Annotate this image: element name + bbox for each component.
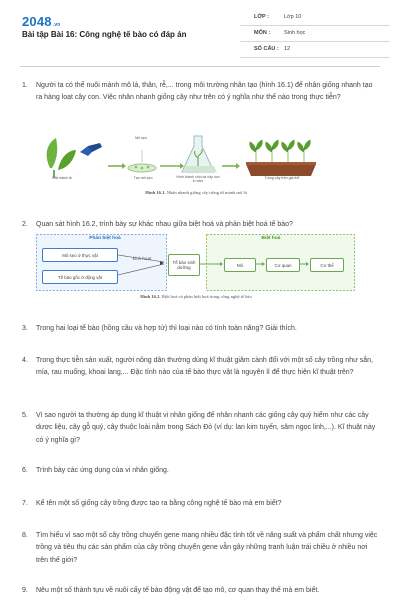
meta-key: MÔN : (254, 30, 271, 36)
meta-value: Lớp 10 (284, 14, 302, 20)
logo-domain: .vn (52, 22, 61, 28)
somatic-cell-box: Tế bào sinh dưỡng (168, 254, 200, 276)
question-text: Trong thực tiễn sản xuất, người nông dân thường dùng kĩ thuật giâm cành đối với một số cây trồng như sắn, mía, rau muống, khoai lang,... Đặc tính nào của tế bào thực vật là nguyên lí để thực hiện kĩ thuật trên? (36, 357, 373, 377)
figure-16-1 (36, 128, 356, 200)
question-text: Kể tên một số giống cây trồng được tạo ra bằng công nghệ tế bào mà em biết? (36, 500, 282, 507)
question-number: 6. (22, 467, 28, 474)
question-text: Vì sao người ta thường áp dụng kĩ thuật vi nhân giống để nhân nhanh các giống cây quý hiếm như các cây dược liệu, cây gỗ quý, cây thuộc loài nằm trong Sách Đỏ (ví dụ: lan kim tuyến, sâm ngọc linh,...). Kĩ thuật này có ý nghĩa gì? (36, 412, 376, 444)
caption-text: Nhân nhanh giống cây trồng từ mảnh mô lá (166, 190, 247, 195)
arrow-icon (222, 163, 240, 169)
figure-label: Cắt mảnh lá (52, 176, 72, 180)
question-number: 1. (22, 82, 28, 89)
dedifferentiation-title: Phản biệt hoá (89, 236, 121, 241)
stem-cell-box: Tế bào gốc ở động vật (42, 270, 118, 284)
caption-number: Hình 16.1. (145, 190, 166, 195)
differentiation-title: Biệt hoá (261, 236, 281, 241)
figure-label: Hình thành chồi và cây con in vitro (176, 175, 220, 183)
question-text: Nêu một số thành tựu về nuôi cấy tế bào động vật để tạo mô, cơ quan thay thế mà em biết. (36, 587, 320, 594)
meta-row-subject (240, 26, 390, 42)
question-7 (22, 498, 380, 510)
meta-key: LỚP : (254, 14, 269, 20)
flask-icon (182, 136, 217, 172)
question-number: 3. (22, 325, 28, 332)
page-title: Bài tập Bài 16: Công nghệ tế bào có đáp án (22, 30, 187, 39)
figure-caption (96, 190, 296, 195)
question-number: 8. (22, 532, 28, 539)
question-number: 4. (22, 357, 28, 364)
meta-row-class (240, 10, 390, 26)
figure-label: Mô sẹo (135, 136, 147, 140)
organism-box: Cơ thể (310, 258, 344, 272)
question-text: Tìm hiểu vì sao một số cây trồng chuyển gene mang nhiều đặc tính tốt về năng suất và phẩm chất nhưng việc trồng và tiêu thụ các sản phẩm của cây trồng chuyển gene vẫn gây những tranh luận trái chiều ở nhiều nơi trên thế giới? (36, 532, 378, 564)
arrow-icon (108, 163, 126, 169)
figure-caption (96, 294, 296, 299)
caption-text: Biệt hoá và phản biệt hoá trong công nghệ tế bào (161, 294, 252, 299)
question-text: Người ta có thể nuôi mảnh mô lá, thân, rễ,... trong môi trường nhân tạo (hình 16.1) để nhân giống nhanh tạo ra hàng loạt cây con. Việc nhân nhanh giống cây như trên có ý nghĩa như thế nào trong thực tiễn? (36, 82, 373, 102)
question-3 (22, 323, 380, 335)
figure-16-2 (36, 234, 356, 304)
figure-label: Trồng cây trên giá thể (264, 176, 300, 180)
arrow-icon (160, 163, 184, 169)
meta-value: Sinh học (284, 30, 306, 36)
meta-value: 12 (284, 46, 291, 52)
question-8 (22, 530, 380, 567)
leaf-icon (47, 138, 102, 178)
logo-text: 2048 (22, 14, 52, 29)
organ-box: Cơ quan (266, 258, 300, 272)
planter-icon (246, 140, 316, 176)
question-number: 5. (22, 412, 28, 419)
question-number: 7. (22, 500, 28, 507)
tissue-box: Mô (224, 258, 256, 272)
question-5 (22, 410, 380, 447)
question-text: Trong hai loại tế bào (hồng cầu và hợp tử) thì loại nào có tính toàn năng? Giải thích. (36, 325, 297, 332)
question-4 (22, 355, 380, 380)
question-9 (22, 585, 380, 597)
callus-box: Mô sẹo ở thực vật (42, 248, 118, 262)
caption-number: Hình 16.2. (140, 294, 161, 299)
logo[interactable] (22, 14, 61, 29)
question-text: Trình bày các ứng dụng của vi nhân giống. (36, 467, 169, 474)
figure-label: Tạo mô sẹo (133, 176, 153, 180)
question-number: 9. (22, 587, 28, 594)
question-2 (22, 219, 380, 231)
header-divider (20, 66, 380, 67)
meta-row-count (240, 42, 390, 58)
meta-table (240, 10, 390, 58)
question-6 (22, 465, 380, 477)
question-text: Quan sát hình 16.2, trình bày sự khác nhau giữa biệt hoá và phản biệt hoá tế bào? (36, 221, 293, 228)
header (0, 0, 400, 62)
meta-key: SỐ CÂU : (254, 46, 279, 52)
activation-label: kích hoạt (132, 256, 152, 261)
question-1 (22, 80, 380, 105)
petri-dish-icon (128, 150, 156, 172)
question-number: 2. (22, 221, 28, 228)
